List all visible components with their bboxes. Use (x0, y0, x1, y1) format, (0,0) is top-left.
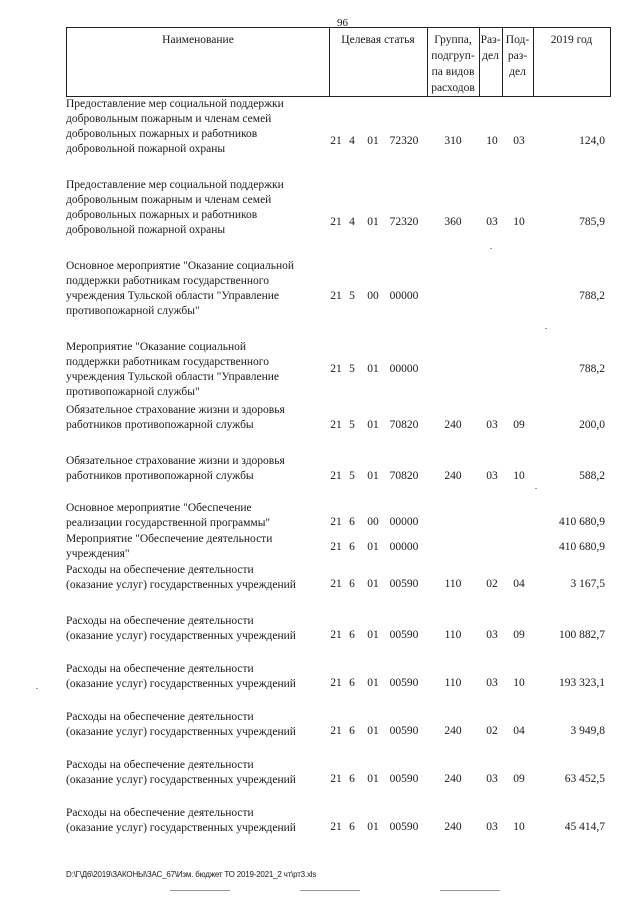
direction-code: 70820 (389, 419, 419, 431)
event-code: 01 (367, 363, 379, 375)
program-code: 21 (330, 290, 342, 302)
subprogram-code: 5 (349, 363, 355, 375)
row-name: Обязательное страхование жизни и здоровья работников противопожарной службы (66, 455, 285, 482)
row-name: Расходы на обеспечение деятельности (оказание услуг) государственных учреждений (66, 615, 296, 642)
event-code: 01 (367, 725, 379, 737)
row-name: Расходы на обеспечение деятельности (оказание услуг) государственных учреждений (66, 564, 296, 591)
row-name: Расходы на обеспечение деятельности (оказание услуг) государственных учреждений (66, 759, 296, 786)
header-group: Группа, подгруп- па видов расходов (431, 34, 475, 94)
subprogram-code: 4 (349, 135, 355, 147)
amount-cell: 3 949,8 (570, 725, 605, 737)
row-name: Предоставление мер социальной поддержки добровольным пожарным и членам семей добровольных пожарных и работников добровольной пожарной охраны (66, 179, 284, 236)
direction-code: 00590 (389, 821, 419, 833)
amount-cell: 3 167,5 (570, 578, 605, 590)
subsection-cell: 04 (513, 578, 525, 590)
event-code: 01 (367, 578, 379, 590)
event-code: 01 (367, 541, 379, 553)
subsection-cell: 09 (513, 773, 525, 785)
row-name: Основное мероприятие "Оказание социальной поддержки работникам государственного учреждения Тульской области "Управление противопожарной службы" (66, 260, 295, 317)
event-code: 01 (367, 216, 379, 228)
header-subsection: Под- раз- дел (505, 34, 530, 78)
direction-code: 00000 (389, 516, 419, 528)
program-code: 21 (330, 419, 342, 431)
amount-cell: 124,0 (579, 135, 605, 147)
subsection-cell: 10 (513, 821, 525, 833)
subsection-cell: 09 (513, 629, 525, 641)
subprogram-code: 6 (349, 629, 355, 641)
subprogram-code: 6 (349, 578, 355, 590)
program-code: 21 (330, 541, 342, 553)
direction-code: 00590 (389, 725, 419, 737)
group-cell: 110 (444, 629, 462, 641)
group-cell: 360 (444, 216, 462, 228)
amount-cell: 785,9 (579, 216, 605, 228)
event-code: 01 (367, 419, 379, 431)
subprogram-code: 6 (349, 516, 355, 528)
program-code: 21 (330, 363, 342, 375)
amount-cell: 100 882,7 (559, 629, 605, 641)
event-code: 01 (367, 821, 379, 833)
subprogram-code: 6 (349, 773, 355, 785)
row-name: Основное мероприятие "Обеспечение реализации государственной программы" (66, 502, 271, 529)
scan-speck (36, 688, 38, 689)
program-code: 21 (330, 216, 342, 228)
amount-cell: 410 680,9 (559, 516, 605, 528)
group-cell: 240 (444, 470, 462, 482)
subprogram-code: 6 (349, 821, 355, 833)
scan-speck (490, 248, 492, 249)
program-code: 21 (330, 725, 342, 737)
event-code: 01 (367, 629, 379, 641)
row-name: Обязательное страхование жизни и здоровья работников противопожарной службы (66, 404, 285, 431)
section-cell: 03 (486, 773, 498, 785)
direction-code: 72320 (389, 216, 419, 228)
subprogram-code: 6 (349, 725, 355, 737)
program-code: 21 (330, 629, 342, 641)
group-cell: 310 (444, 135, 462, 147)
direction-code: 00000 (389, 541, 419, 553)
amount-cell: 200,0 (579, 419, 605, 431)
event-code: 01 (367, 773, 379, 785)
table-header (66, 27, 611, 97)
subprogram-code: 4 (349, 216, 355, 228)
subprogram-code: 5 (349, 290, 355, 302)
direction-code: 00590 (389, 629, 419, 641)
subprogram-code: 6 (349, 677, 355, 689)
program-code: 21 (330, 516, 342, 528)
scan-speck (545, 328, 547, 329)
header-section: Раз- дел (480, 34, 501, 62)
program-code: 21 (330, 677, 342, 689)
group-cell: 240 (444, 821, 462, 833)
direction-code: 00000 (389, 363, 419, 375)
scan-speck (170, 890, 230, 891)
direction-code: 00590 (389, 677, 419, 689)
scan-speck (300, 890, 360, 891)
amount-cell: 193 323,1 (559, 677, 605, 689)
amount-cell: 45 414,7 (564, 821, 605, 833)
amount-cell: 788,2 (579, 363, 605, 375)
section-cell: 03 (486, 821, 498, 833)
section-cell: 03 (486, 629, 498, 641)
row-name: Расходы на обеспечение деятельности (оказание услуг) государственных учреждений (66, 663, 296, 690)
subsection-cell: 10 (513, 677, 525, 689)
group-cell: 240 (444, 419, 462, 431)
direction-code: 00590 (389, 578, 419, 590)
subsection-cell: 03 (513, 135, 525, 147)
header-name: Наименование (162, 34, 234, 46)
subprogram-code: 5 (349, 419, 355, 431)
section-cell: 03 (486, 216, 498, 228)
subsection-cell: 10 (513, 216, 525, 228)
event-code: 01 (367, 470, 379, 482)
event-code: 01 (367, 135, 379, 147)
header-year: 2019 год (550, 34, 593, 46)
section-cell: 10 (486, 135, 498, 147)
amount-cell: 588,2 (579, 470, 605, 482)
event-code: 01 (367, 677, 379, 689)
subprogram-code: 5 (349, 470, 355, 482)
group-cell: 240 (444, 773, 462, 785)
amount-cell: 788,2 (579, 290, 605, 302)
scan-speck (535, 488, 537, 489)
row-name: Мероприятие "Обеспечение деятельности учреждения" (66, 533, 273, 560)
amount-cell: 63 452,5 (564, 773, 605, 785)
group-cell: 240 (444, 725, 462, 737)
section-cell: 03 (486, 677, 498, 689)
row-name: Мероприятие "Оказание социальной поддержки работникам государственного учреждения Тульской области "Управление противопожарной службы" (66, 341, 280, 398)
event-code: 00 (367, 290, 379, 302)
subsection-cell: 09 (513, 419, 525, 431)
row-name: Предоставление мер социальной поддержки добровольным пожарным и членам семей добровольных пожарных и работников добровольной пожарной охраны (66, 98, 284, 155)
section-cell: 02 (486, 578, 498, 590)
subsection-cell: 10 (513, 470, 525, 482)
direction-code: 70820 (389, 470, 419, 482)
program-code: 21 (330, 135, 342, 147)
program-code: 21 (330, 821, 342, 833)
direction-code: 00000 (389, 290, 419, 302)
group-cell: 110 (444, 578, 462, 590)
section-cell: 02 (486, 725, 498, 737)
file-path-footer: D:\Г\Д6\2019\ЗАКОНЫ\ЗАС_67\Изм. бюджет ТО 2019-2021_2 чт\рт3.xls (66, 870, 317, 879)
direction-code: 00590 (389, 773, 419, 785)
row-name: Расходы на обеспечение деятельности (оказание услуг) государственных учреждений (66, 711, 296, 738)
amount-cell: 410 680,9 (559, 541, 605, 553)
section-cell: 03 (486, 470, 498, 482)
row-name: Расходы на обеспечение деятельности (оказание услуг) государственных учреждений (66, 807, 296, 834)
program-code: 21 (330, 578, 342, 590)
direction-code: 72320 (389, 135, 419, 147)
program-code: 21 (330, 773, 342, 785)
event-code: 00 (367, 516, 379, 528)
header-target-article: Целевая статья (341, 34, 415, 46)
subsection-cell: 04 (513, 725, 525, 737)
scan-speck (440, 890, 500, 891)
group-cell: 110 (444, 677, 462, 689)
program-code: 21 (330, 470, 342, 482)
section-cell: 03 (486, 419, 498, 431)
page-number: 96 (337, 17, 348, 29)
subprogram-code: 6 (349, 541, 355, 553)
